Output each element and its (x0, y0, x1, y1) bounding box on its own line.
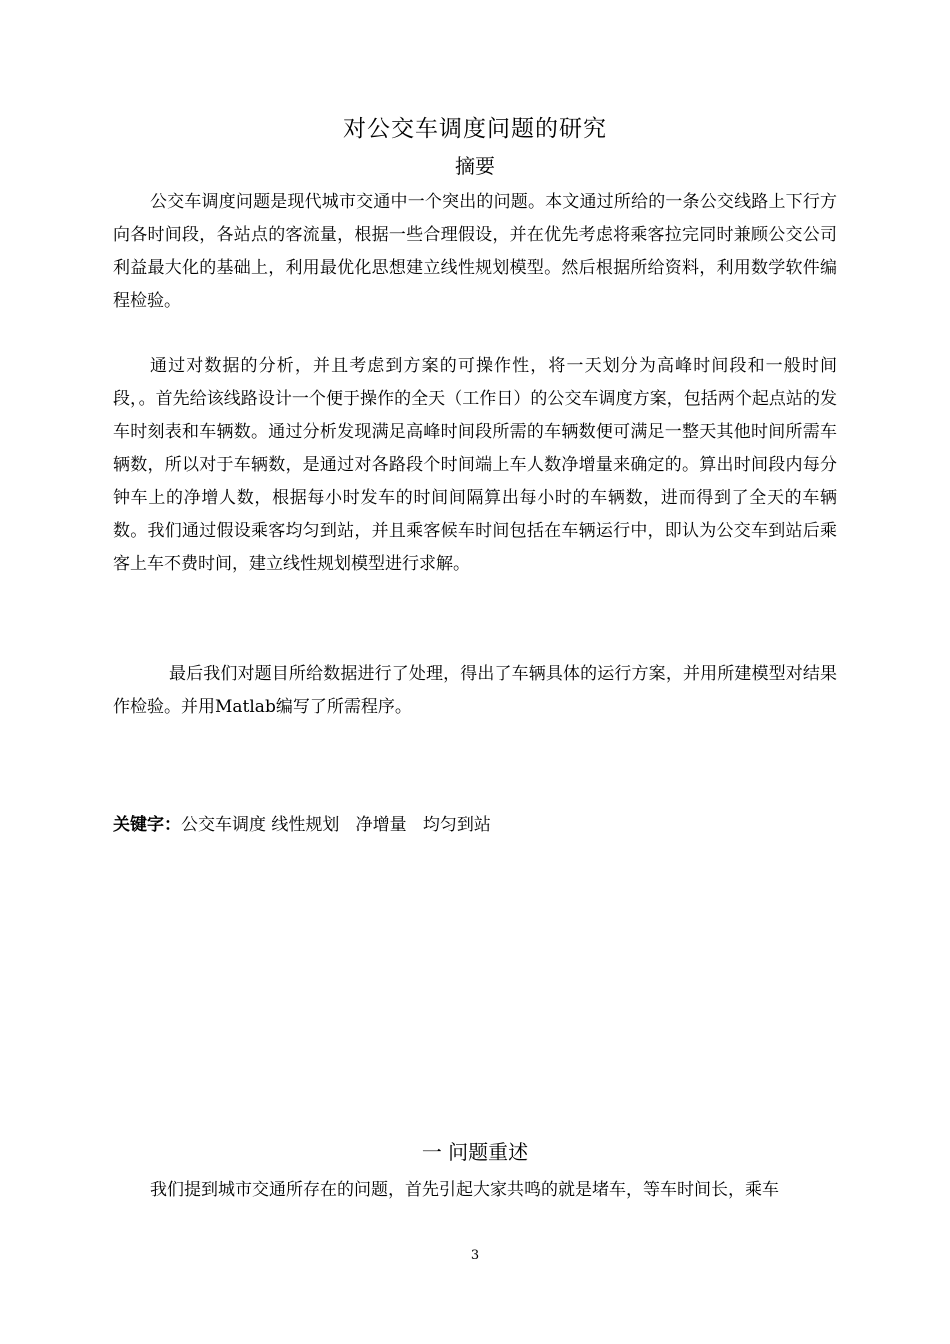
section-heading: 一 问题重述 (421, 1140, 529, 1164)
section-paragraph: 我们提到城市交通所存在的问题，首先引起大家共鸣的就是堵车，等车时间长，乘车 (150, 1180, 779, 1200)
abstract-paragraph: 最后我们对题目所给数据进行了处理，得出了车辆具体的运行方案，并用所建模型对结果作检验。并用Matlab编写了所需程序。 (113, 664, 837, 717)
keywords-line (113, 810, 491, 835)
page-number: 3 (470, 1248, 480, 1263)
paper-title: 对公交车调度问题的研究 (343, 116, 607, 142)
abstract-heading: 摘要 (455, 154, 495, 178)
abstract-paragraph: 公交车调度问题是现代城市交通中一个突出的问题。本文通过所给的一条公交线路上下行方向各时间段，各站点的客流量，根据一些合理假设，并在优先考虑将乘客拉完同时兼顾公交公司利益最大化的基础上，利用最优化思想建立线性规划模型。然后根据所给资料，利用数学软件编程检验。 (113, 192, 837, 311)
keywords-text: 公交车调度 线性规划 净增量 均匀到站 (181, 815, 491, 835)
abstract-paragraph: 通过对数据的分析，并且考虑到方案的可操作性，将一天划分为高峰时间段和一般时间段，。首先给该线路设计一个便于操作的全天（工作日）的公交车调度方案，包括两个起点站的发车时刻表和车辆数。通过分析发现满足高峰时间段所需的车辆数便可满足一整天其他时间所需车辆数，所以对于车辆数，是通过对各路段个时间端上车人数净增量来确定的。算出时间段内每分钟车上的净增人数，根据每小时发车的时间间隔算出每小时的车辆数，进而得到了全天的车辆数。我们通过假设乘客均匀到站，并且乘客候车时间包括在车辆运行中，即认为公交车到站后乘客上车不费时间，建立线性规划模型进行求解。 (113, 356, 837, 574)
keywords-label: 关键字： (113, 815, 181, 835)
